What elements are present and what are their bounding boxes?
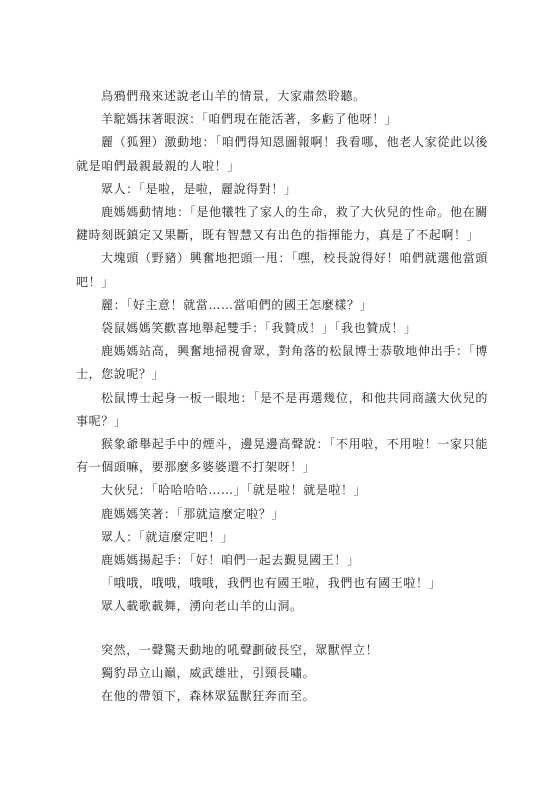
paragraph: 鹿媽媽動情地：「是他犧牲了家人的生命，救了大伙兒的性命。他在關鍵時刻既鎮定又果斷，既有智慧又有出色的指揮能力，真是了不起啊！」	[76, 205, 488, 243]
paragraph: 眾人載歌載舞，湧向老山羊的山洞。	[101, 599, 303, 614]
paragraph: 袋鼠媽媽笑歡喜地舉起雙手：「我贊成！」「我也贊成！」	[101, 321, 417, 336]
paragraph: 鹿媽媽站高，興奮地掃視會眾，對角落的松鼠博士恭敬地伸出手：「博士，您說呢？」	[76, 344, 488, 382]
paragraph: 麗（狐狸）激動地：「咱們得知恩圖報啊！我看哪，他老人家從此以後就是咱們最親最親的人啦！」	[76, 135, 488, 173]
paragraph: 眾人：「是啦，是啦，麗說得對！」	[101, 181, 297, 196]
paragraph: 大塊頭（野豬）興奮地把頭一甩：「嘿，校長說得好！咱們就選他當頭吧！」	[76, 251, 488, 289]
paragraph: 在他的帶領下，森林眾猛獸狂奔而至。	[101, 689, 316, 704]
paragraph: 「哦哦，哦哦，哦哦，我們也有國王啦，我們也有國王啦！」	[101, 576, 442, 591]
paragraph: 眾人：「就這麼定吧！」	[101, 529, 234, 544]
paragraph: 松鼠博士起身一板一眼地：「是不是再選幾位，和他共同商議大伙兒的事呢？」	[76, 390, 488, 428]
paragraph: 麗：「好主意！就當……當咱們的國王怎麼樣？」	[101, 297, 373, 312]
paragraph: 猴象爺舉起手中的煙斗，邊晃邊高聲說：「不用啦，不用啦！一家只能有一個頭嘛，要那麼多婆婆還不打架呀！」	[76, 437, 488, 475]
paragraph: 鹿媽媽揚起手：「好！咱們一起去覲見國王！」	[101, 553, 360, 568]
paragraph: 羊駝媽抹著眼淚：「咱們現在能活著，多虧了他呀！」	[101, 112, 398, 127]
document-body	[76, 85, 488, 708]
section-gap	[76, 619, 488, 639]
paragraph: 鹿媽媽笑著：「那就這麼定啦？」	[101, 506, 285, 521]
paragraph: 獨豹昂立山巔，威武雄壯，引頸長嘯。	[101, 665, 316, 680]
paragraph: 突然，一聲驚天動地的吼聲劃破長空，眾獸悍立！	[101, 642, 379, 657]
paragraph: 大伙兒：「哈哈哈哈……」「就是啦！就是啦！」	[101, 483, 367, 498]
paragraph: 烏鴉們飛來述說老山羊的情景，大家肅然聆聽。	[101, 89, 366, 103]
